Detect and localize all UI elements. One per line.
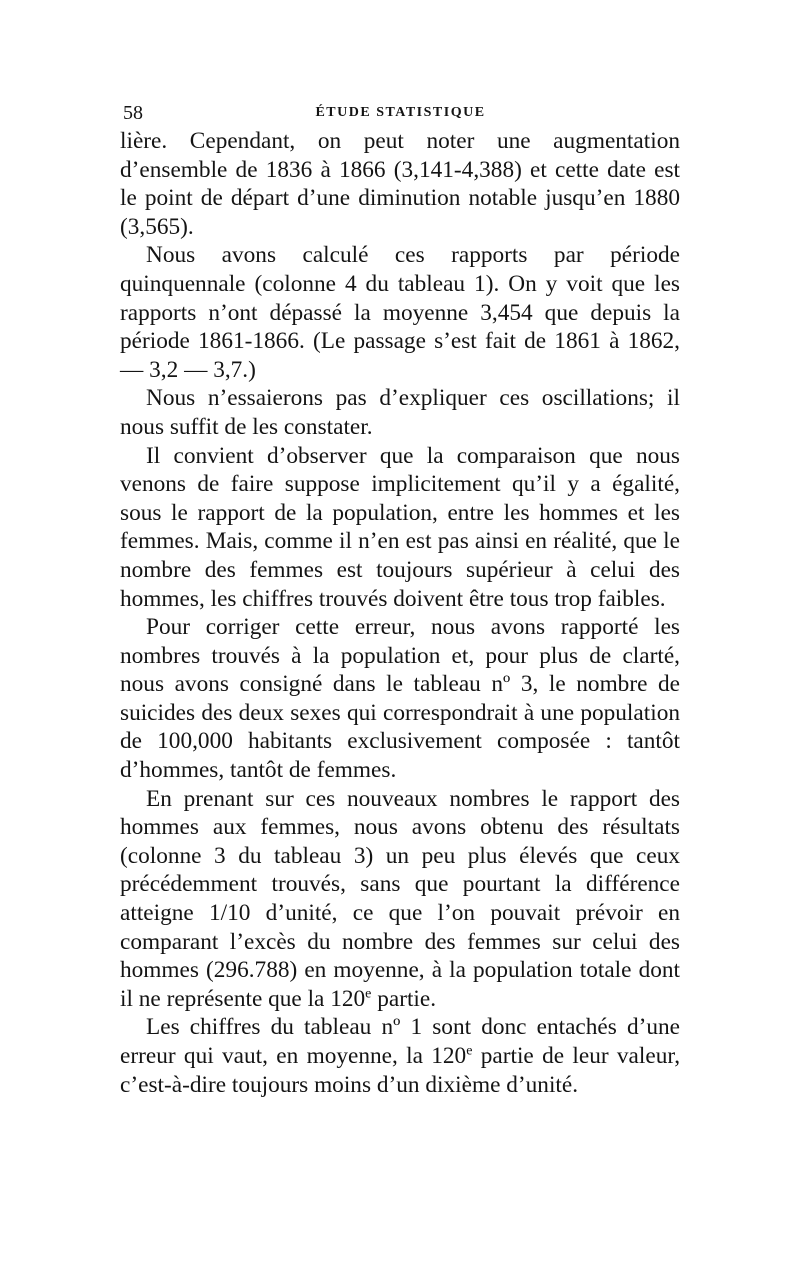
paragraph-text: partie de leur valeur, c’est-à-dire toujours moins d’un dixième d’unité. bbox=[120, 1043, 681, 1098]
paragraph-text: En prenant sur ces nouveaux nombres le rapport des hommes aux femmes, nous avons obtenu des résultats (colonne 3 du tableau 3) un peu plus élevés que ceux précédemment trouvés, sans que pourtant la différence atteigne 1/10 d’unité, ce que l’on pouvait prévoir en comparant l’excès du nombre des femmes sur celui des hommes (296.788) en moyenne, à la population totale dont il ne représente que la 120 bbox=[120, 785, 680, 1012]
paragraph bbox=[120, 1013, 680, 1099]
superscript-e: e bbox=[466, 1043, 473, 1059]
paragraph-text: Les chiffres du tableau nº 1 sont donc entachés d’une erreur qui vaut, en moyenne, la 120 bbox=[120, 1014, 680, 1069]
paragraph-text: Nous n’essaierons pas d’expliquer ces oscillations; il nous suffit de les constater. bbox=[120, 385, 680, 440]
paragraph bbox=[120, 785, 680, 1014]
body-text bbox=[120, 127, 680, 1099]
paragraph bbox=[120, 384, 680, 441]
page-number: 58 bbox=[123, 102, 143, 124]
paragraph bbox=[120, 241, 680, 384]
paragraph-text: lière. Cependant, on peut noter une augmentation d’ensemble de 1836 à 1866 (3,141-4,388) et cette date est le point de départ d’une diminution notable jusqu’en 1880 (3,565). bbox=[120, 128, 680, 240]
paragraph-continuation bbox=[120, 127, 680, 241]
paragraph bbox=[120, 613, 680, 785]
paragraph-text: Nous avons calculé ces rapports par période quinquennale (colonne 4 du tableau 1). On y voit que les rapports n’ont dépassé la moyenne 3,454 que depuis la période 1861-1866. (Le passage s’est fait de 1861 à 1862, — 3,2 — 3,7.) bbox=[120, 242, 680, 383]
paragraph-text: Il convient d’observer que la comparaison que nous venons de faire suppose implicitement qu’il y a égalité, sous le rapport de la population, entre les hommes et les femmes. Mais, comme il n’en est pas ainsi en réalité, que le nombre des femmes est toujours supérieur à celui des hommes, les chiffres trouvés doivent être tous trop faibles. bbox=[120, 442, 680, 612]
page-header bbox=[123, 98, 678, 128]
superscript-e: e bbox=[365, 986, 372, 1002]
paragraph-text: Pour corriger cette erreur, nous avons rapporté les nombres trouvés à la population et, pour plus de clarté, nous avons consigné dans le tableau nº 3, le nombre de suicides des deux sexes qui correspondrait à une population de 100,000 habitants exclusivement composée : tantôt d’hommes, tantôt de femmes. bbox=[120, 614, 680, 784]
running-title: ÉTUDE STATISTIQUE bbox=[315, 105, 486, 120]
paragraph bbox=[120, 442, 680, 614]
paragraph-text: partie. bbox=[377, 985, 437, 1012]
